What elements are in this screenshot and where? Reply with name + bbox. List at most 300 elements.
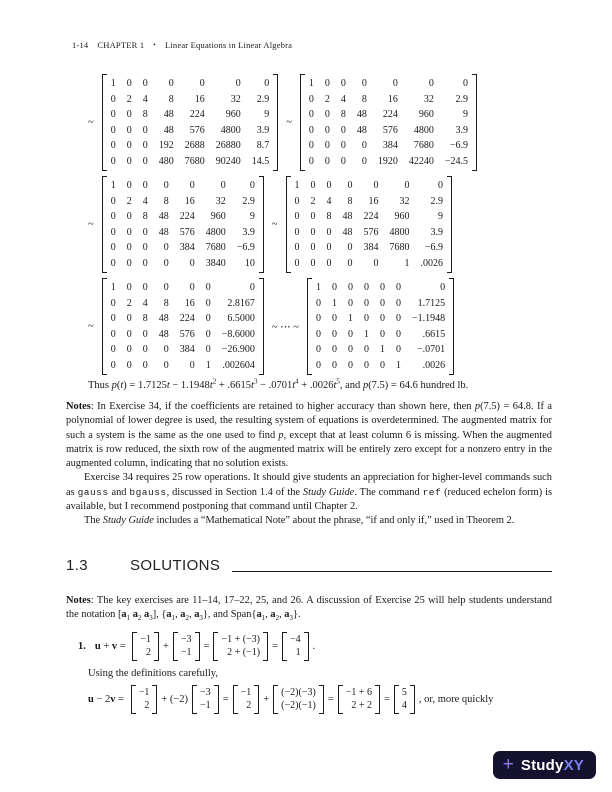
matrix-cell: 4 (142, 93, 148, 105)
text-segment: , and (339, 380, 363, 391)
matrix-cell: 0 (110, 195, 116, 207)
studyxy-wordmark (521, 757, 584, 774)
matrix-grid (312, 278, 449, 375)
math-text (204, 641, 210, 652)
matrix-cell: 0 (142, 344, 148, 355)
matrix-cell: 1 (308, 78, 314, 89)
matrix-cell: 4 (401, 699, 407, 711)
matrix-cell: 0 (126, 124, 132, 136)
page-header (72, 40, 552, 50)
matrix-cell: 48 (342, 211, 353, 222)
text-segment: and (108, 486, 130, 498)
matrix-cell: 384 (363, 242, 379, 253)
matrix-cell: 48 (158, 226, 169, 238)
matrix-cell: −1 + 6 (345, 687, 372, 699)
matrix-cell: −26.900 (221, 344, 255, 355)
text-segment: = (327, 694, 334, 706)
matrix-cell: 4800 (413, 124, 434, 136)
matrix-cell: 0 (310, 257, 316, 269)
matrix-cell: 0 (126, 109, 132, 120)
matrix-cell: 0 (361, 155, 367, 167)
text-segment: − .0701 (257, 380, 293, 391)
matrix-bracket-right (195, 632, 200, 661)
matrix-grid (136, 685, 153, 714)
matrix-cell: 8 (340, 109, 346, 120)
matrix-cell: 0 (310, 242, 316, 253)
matrix-cell: 2688 (184, 140, 205, 151)
text-segment: t (251, 380, 254, 391)
matrix-cell: 0 (126, 344, 132, 355)
matrix-row-1 (88, 74, 552, 171)
matrix-grid (107, 278, 259, 375)
matrix-cell: 0 (142, 78, 148, 89)
column-vector (173, 632, 200, 661)
matrix-cell: 0 (205, 328, 211, 340)
text-segment: 2 (212, 377, 217, 386)
matrix-cell: 16 (184, 195, 195, 207)
matrix-cell: −3 (180, 634, 192, 646)
text-segment: ref (422, 486, 442, 498)
text-segment: , or, more quickly (418, 694, 494, 706)
matrix-cell: −1 (140, 634, 151, 646)
matrix-cell: 0 (126, 140, 132, 151)
matrix-cell: 0 (347, 359, 353, 371)
matrix-cell: 0 (110, 226, 116, 238)
matrix-cell: 0 (189, 180, 195, 191)
matrix-bracket-right (263, 632, 268, 661)
math-text (313, 641, 316, 652)
math-text (384, 694, 390, 705)
text-segment: , except that at least column 6 is missing. When the augmented matrix is row reduced, the sixth row of the augmented matrix will be entirely zero except for a nonzero entry in the augmented column, indicating that no solution exists. (66, 429, 552, 470)
text-segment: ~ ⋯ ~ (271, 321, 299, 333)
text-segment: Notes (66, 401, 91, 412)
matrix-cell: 1 (395, 359, 401, 371)
problem-number: 1. (78, 641, 86, 653)
text-segment: + .0026 (298, 380, 334, 391)
notes-exercise34-paragraph-1 (66, 400, 552, 471)
matrix-cell: 4800 (389, 226, 410, 238)
matrix-cell: 0 (142, 124, 148, 136)
matrix-cell: 1 (110, 78, 116, 89)
text-segment: = (115, 694, 127, 706)
studyxy-logo (493, 751, 596, 779)
matrix-cell: −.0701 (416, 344, 446, 355)
augmented-matrix (307, 278, 454, 375)
matrix-cell: 0 (110, 242, 116, 253)
math-text (88, 321, 94, 332)
chapter-title: Linear Equations in Linear Algebra (164, 40, 293, 50)
matrix-cell: 8 (168, 93, 174, 105)
text-segment: a (284, 608, 290, 620)
matrix-cell: 0 (110, 155, 116, 167)
matrix-cell: 0 (110, 140, 116, 151)
matrix-cell: 2 (310, 195, 316, 207)
text-segment: u (94, 641, 101, 653)
matrix-cell: 0 (315, 313, 321, 324)
matrix-cell: 0 (142, 140, 148, 151)
text-segment: p (474, 401, 481, 412)
section-number: 1.3 (66, 556, 89, 574)
matrix-cell: 1 (347, 313, 353, 324)
matrix-cell: 0 (163, 282, 169, 293)
matrix-cell: 0 (373, 180, 379, 191)
text-segment: includes a “Mathematical Note” about the phrase, “if and only if,” used in Theorem 2. (153, 515, 515, 527)
matrix-cell: (−2)(−1) (281, 699, 316, 711)
matrix-cell: 0 (308, 93, 314, 105)
matrix-cell: 48 (163, 109, 174, 120)
matrix-cell: 0 (379, 282, 385, 293)
text-segment: a (270, 608, 276, 620)
matrix-cell: 9 (264, 109, 270, 120)
text-segment: }. (292, 608, 301, 620)
text-segment: Thus (88, 380, 112, 391)
matrix-cell: 0 (340, 155, 346, 167)
matrix-cell: 0 (294, 195, 300, 207)
text-segment: ~ (271, 219, 278, 230)
matrix-grid (107, 176, 259, 273)
matrix-cell: 0 (142, 359, 148, 371)
matrix-bracket-right (375, 685, 380, 714)
matrix-cell: 0 (110, 359, 116, 371)
matrix-cell: 3840 (205, 257, 226, 269)
text-segment: t (292, 380, 296, 391)
text-segment: 3 (199, 614, 203, 623)
math-text (95, 641, 128, 652)
section-heading (66, 557, 552, 574)
matrix-cell: 0 (363, 359, 369, 371)
matrix-cell: 0 (324, 140, 330, 151)
matrix-cell: .002604 (222, 359, 255, 371)
matrix-cell: 0 (308, 124, 314, 136)
matrix-cell: 576 (179, 328, 195, 340)
row-reduction-work (88, 74, 552, 375)
matrix-cell: 0 (395, 328, 401, 340)
matrix-cell: 0 (315, 344, 321, 355)
matrix-cell: 7680 (389, 242, 410, 253)
text-segment: p (111, 380, 117, 391)
page-number: 1-14 (72, 40, 89, 50)
matrix-cell: 0 (395, 344, 401, 355)
matrix-cell: 0 (142, 242, 148, 253)
matrix-bracket-right (410, 685, 415, 714)
matrix-cell: 2.9 (256, 93, 270, 105)
matrix-cell: 0 (294, 211, 300, 222)
matrix-cell: 0 (440, 282, 446, 293)
matrix-cell: 960 (225, 109, 241, 120)
matrix-cell: 10 (244, 257, 255, 269)
matrix-cell: 8 (361, 93, 367, 105)
matrix-cell: 0 (310, 211, 316, 222)
chapter-label: CHAPTER 1 (97, 40, 145, 50)
text-segment: The (84, 515, 103, 527)
matrix-bracket-right (449, 278, 454, 375)
matrix-grid (137, 632, 154, 661)
text-segment: t (120, 380, 124, 391)
text-segment: , (279, 608, 285, 620)
matrix-cell: 0 (373, 257, 379, 269)
matrix-cell: 0 (205, 297, 211, 309)
matrix-cell: 960 (210, 211, 226, 222)
text-segment: ~ (88, 117, 94, 128)
column-vector (233, 685, 260, 714)
column-vector (338, 685, 380, 714)
matrix-cell: 9 (249, 211, 255, 222)
matrix-cell: 0 (110, 93, 116, 105)
problem-1-first-line (78, 632, 552, 661)
matrix-cell: 0 (379, 328, 385, 340)
column-vector (192, 685, 219, 714)
matrix-cell: 0 (404, 180, 410, 191)
text-segment: , (189, 608, 195, 620)
matrix-cell: 0 (142, 328, 148, 340)
matrix-cell: 2 (145, 646, 151, 658)
math-text (223, 694, 229, 705)
matrix-cell: 0 (205, 313, 211, 324)
matrix-cell: 0 (189, 257, 195, 269)
matrix-grid (343, 685, 375, 714)
matrix-cell: 0 (189, 359, 195, 371)
polynomial-result-line (88, 377, 552, 391)
matrix-cell: 0 (220, 180, 226, 191)
math-text (272, 641, 278, 652)
text-segment: t (333, 380, 337, 391)
matrix-cell: 0 (379, 313, 385, 324)
matrix-cell: 0 (324, 78, 330, 89)
matrix-cell: .6615 (422, 328, 446, 340)
matrix-bracket-right (152, 685, 157, 714)
matrix-cell: 0 (331, 313, 337, 324)
matrix-cell: 2.8167 (227, 297, 255, 309)
matrix-cell: 4800 (220, 124, 241, 136)
matrix-cell: 0 (363, 297, 369, 309)
column-vector (273, 685, 324, 714)
matrix-cell: 8 (142, 109, 148, 120)
matrix-cell: 0 (110, 109, 116, 120)
matrix-cell: −1 (200, 699, 211, 711)
matrix-cell: 0 (331, 344, 337, 355)
matrix-cell: 2.9 (242, 195, 255, 207)
matrix-cell: 0 (326, 180, 332, 191)
matrix-cell: 8.7 (256, 140, 270, 151)
matrix-cell: 0 (142, 155, 148, 167)
matrix-cell: 1 (295, 646, 301, 658)
matrix-bracket-right (472, 74, 477, 171)
text-segment: 3 (253, 377, 258, 386)
matrix-cell: 0 (264, 78, 270, 89)
matrix-cell: 0 (361, 140, 367, 151)
column-vector (394, 685, 415, 714)
matrix-cell: 0 (110, 257, 116, 269)
matrix-cell: 0 (163, 344, 169, 355)
matrix-cell: 0 (308, 109, 314, 120)
text-segment: ], { (152, 608, 167, 620)
matrix-cell: −1 + (−3) (221, 634, 261, 646)
text-segment: t (209, 380, 213, 391)
matrix-cell: 0 (126, 180, 132, 191)
matrix-cell: 0 (110, 297, 116, 309)
matrix-cell: 6.5000 (227, 313, 255, 324)
matrix-cell: 0 (395, 313, 401, 324)
section-rule (232, 571, 552, 572)
text-segment: 3 (149, 614, 153, 623)
text-segment: 2 (137, 614, 142, 623)
matrix-cell: 0 (163, 359, 169, 371)
matrix-cell: 2 + 2 (351, 699, 372, 711)
matrix-cell: 384 (382, 140, 398, 151)
text-segment: 4 (295, 377, 299, 386)
text-segment: ~ (286, 117, 292, 128)
matrix-grid (287, 632, 304, 661)
matrix-grid (399, 685, 410, 714)
matrix-cell: −1 (180, 646, 192, 658)
matrix-grid (197, 685, 214, 714)
matrix-cell: 4 (326, 195, 332, 207)
text-segment: + (−2) (161, 694, 189, 706)
matrix-cell: 0 (347, 344, 353, 355)
matrix-cell: 0 (235, 78, 241, 89)
math-text (263, 694, 269, 705)
section-title: SOLUTIONS (130, 556, 221, 574)
matrix-cell: 0 (347, 282, 353, 293)
matrix-row-2 (88, 176, 552, 273)
matrix-cell: 8 (326, 211, 332, 222)
text-segment: = (203, 641, 210, 653)
matrix-cell: 0 (142, 226, 148, 238)
text-segment: = (272, 641, 278, 653)
matrix-cell: 9 (438, 211, 444, 222)
matrix-cell: 1 (379, 344, 385, 355)
text-segment: = (222, 694, 229, 706)
text-segment: v (111, 641, 118, 653)
matrix-cell: 1 (363, 328, 369, 340)
matrix-cell: 0 (205, 282, 211, 293)
matrix-cell: 192 (158, 140, 174, 151)
matrix-cell: 32 (399, 195, 410, 207)
matrix-cell: 48 (158, 211, 169, 222)
matrix-grid (238, 685, 255, 714)
matrix-cell: −4 (289, 634, 301, 646)
matrix-cell: 0 (347, 328, 353, 340)
text-segment: }, and Span{ (202, 608, 257, 620)
text-segment: p (278, 429, 284, 441)
matrix-cell: 576 (363, 226, 379, 238)
matrix-cell: 0 (310, 226, 316, 238)
matrix-cell: 0 (324, 109, 330, 120)
matrix-cell: 0 (110, 328, 116, 340)
matrix-cell: 0 (189, 282, 195, 293)
matrix-bracket-right (154, 632, 159, 661)
matrix-cell: 3.9 (256, 124, 270, 136)
matrix-cell: 1.7125 (417, 297, 446, 309)
matrix-cell: 0 (294, 242, 300, 253)
matrix-cell: 0 (110, 124, 116, 136)
matrix-cell: 0 (347, 297, 353, 309)
matrix-cell: 0 (142, 282, 148, 293)
matrix-cell: 2.9 (430, 195, 444, 207)
text-segment: ~ (88, 219, 94, 230)
text-segment: + .6615 (216, 380, 252, 391)
matrix-cell: 1920 (377, 155, 398, 167)
matrix-cell: 0 (315, 359, 321, 371)
text-segment: (7.5) = 64.6 hundred lb. (368, 380, 469, 391)
matrix-cell: 224 (382, 109, 398, 120)
math-text (328, 694, 334, 705)
matrix-bracket-right (259, 176, 264, 273)
matrix-cell: 0 (168, 78, 174, 89)
matrix-cell: 0 (126, 328, 132, 340)
text-segment: a (256, 608, 262, 620)
matrix-cell: −6.9 (424, 242, 444, 253)
text-segment: u (88, 694, 94, 706)
u-plus-v-equation (95, 632, 315, 661)
matrix-cell: 8 (142, 313, 148, 324)
matrix-cell: 48 (342, 226, 353, 238)
matrix-cell: 0 (331, 282, 337, 293)
matrix-cell: 0 (126, 78, 132, 89)
matrix-cell: 16 (194, 93, 205, 105)
matrix-cell: 2 (144, 699, 150, 711)
matrix-cell: 1 (294, 180, 300, 191)
bullet-separator: • (153, 41, 156, 49)
matrix-cell: 8 (347, 195, 353, 207)
matrix-cell: 0 (126, 313, 132, 324)
matrix-cell: 960 (418, 109, 434, 120)
matrix-cell: .0026 (420, 257, 444, 269)
text-segment: , (175, 608, 181, 620)
matrix-cell: 3.9 (430, 226, 444, 238)
matrix-cell: 224 (189, 109, 205, 120)
text-segment: 2 (275, 614, 280, 623)
column-vector (131, 685, 158, 714)
matrix-cell: 1 (110, 180, 116, 191)
matrix-cell: −1 (138, 687, 150, 699)
matrix-cell: 0 (199, 78, 205, 89)
matrix-cell: 48 (158, 313, 169, 324)
text-segment: 1 (126, 614, 131, 623)
matrix-cell: 2 (324, 93, 330, 105)
matrix-cell: −24.5 (444, 155, 469, 167)
text-segment: a (166, 608, 172, 620)
matrix-cell: 0 (126, 359, 132, 371)
text-segment: 1 (261, 614, 266, 623)
notes-exercise34-paragraph-2 (66, 471, 552, 514)
matrix-cell: 2 (126, 297, 132, 309)
augmented-matrix (102, 278, 264, 375)
text-segment: − 2 (93, 694, 111, 706)
matrix-cell: 0 (324, 124, 330, 136)
matrix-cell: 0 (363, 344, 369, 355)
matrix-cell: 0 (395, 282, 401, 293)
matrix-bracket-right (214, 685, 219, 714)
matrix-cell: 0 (438, 180, 444, 191)
matrix-cell: 0 (110, 313, 116, 324)
u-minus-2v-equation (88, 685, 552, 714)
matrix-cell: 1 (315, 282, 321, 293)
column-vector (132, 632, 159, 661)
text-segment: a (132, 608, 138, 620)
text-segment: 5 (336, 377, 340, 386)
augmented-matrix (300, 74, 477, 171)
matrix-cell: 0 (326, 257, 332, 269)
matrix-cell: 0 (347, 180, 353, 191)
matrix-cell: 16 (184, 297, 195, 309)
matrix-cell: 0 (308, 155, 314, 167)
matrix-cell: 0 (126, 242, 132, 253)
text-segment: = (383, 694, 390, 706)
matrix-cell: 960 (394, 211, 410, 222)
matrix-cell: 0 (392, 78, 398, 89)
math-text (286, 117, 292, 128)
